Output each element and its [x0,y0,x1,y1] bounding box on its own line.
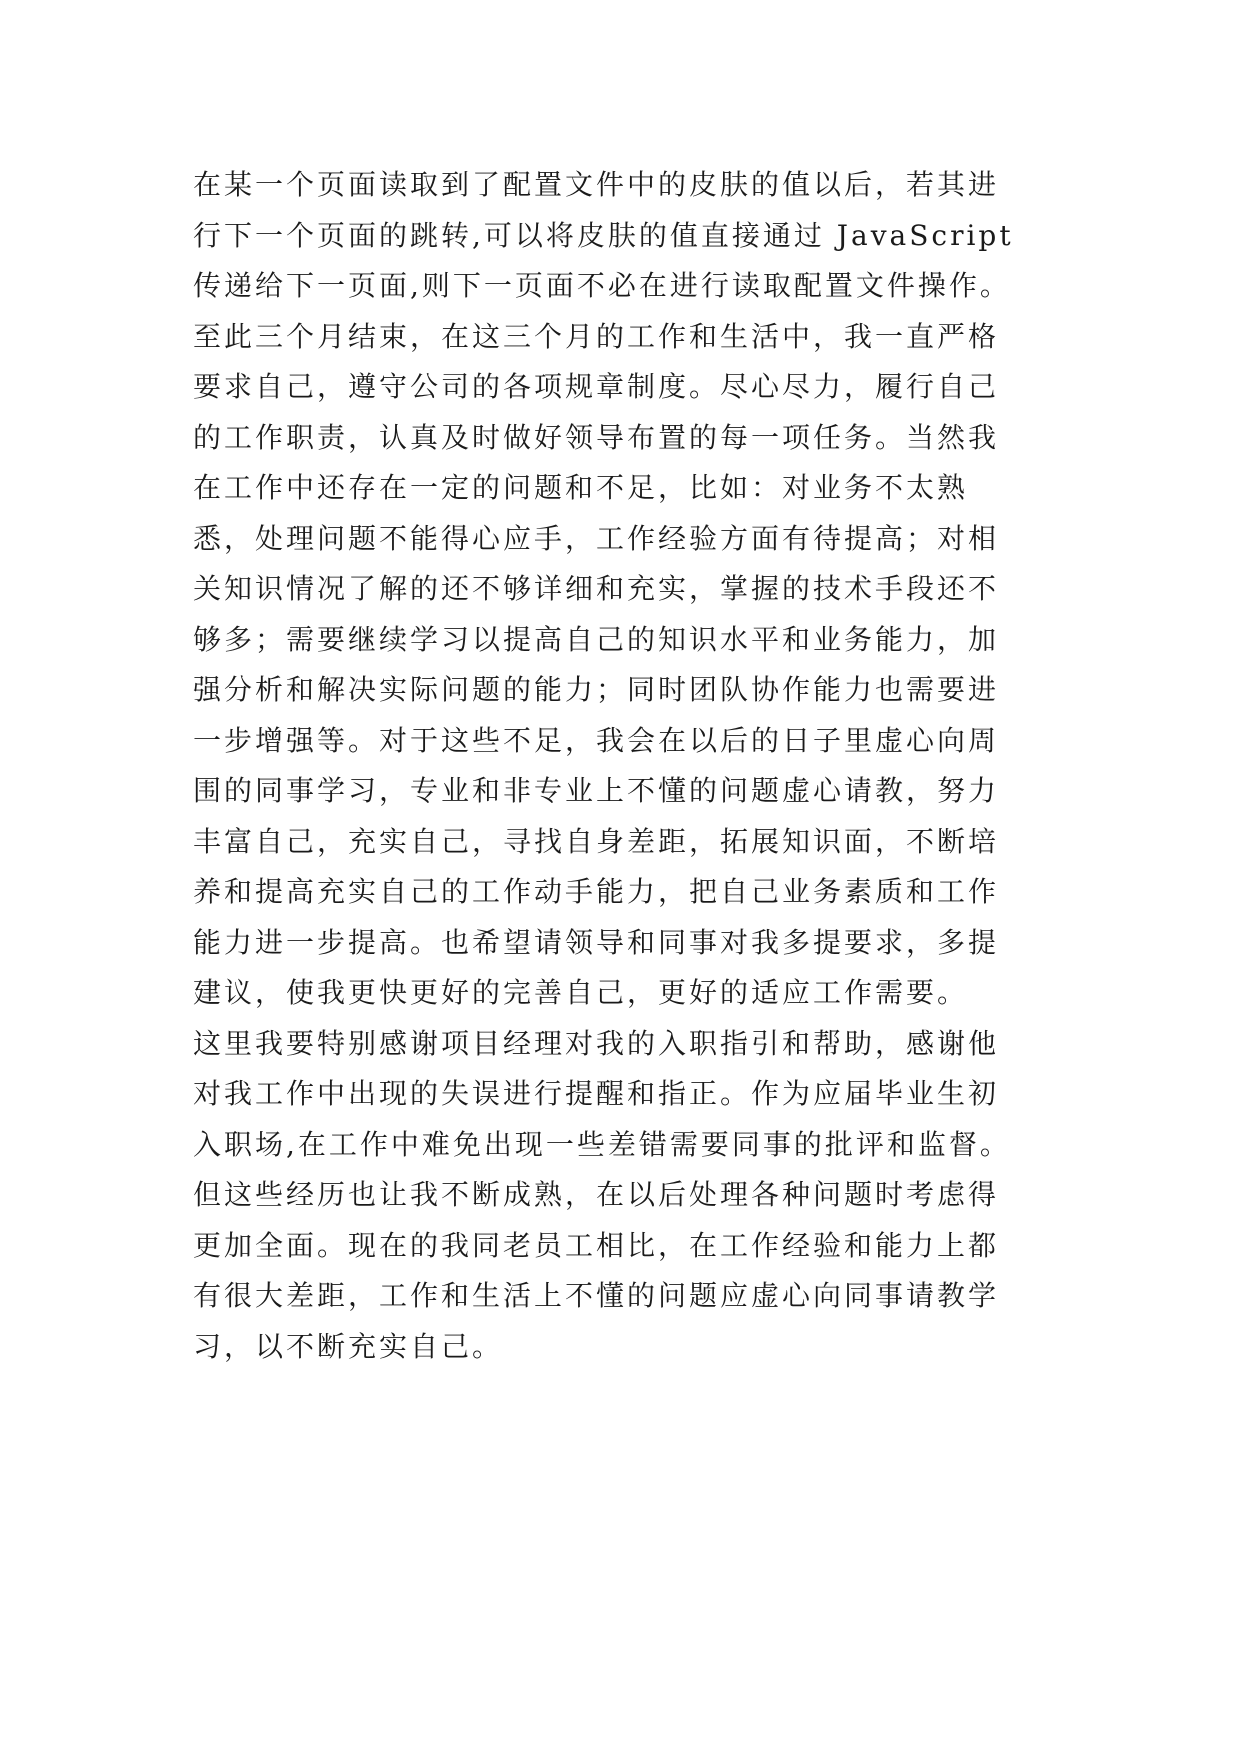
text-line: 丰富自己，充实自己，寻找自身差距，拓展知识面，不断培 [193,824,1000,858]
text-line: 在工作中还存在一定的问题和不足，比如：对业务不太熟 [193,471,969,504]
text-line: 这里我要特别感谢项目经理对我的入职指引和帮助，感谢他 [193,1026,1000,1060]
text-line: 能力进一步提高。也希望请领导和同事对我多提要求，多提 [193,925,1000,959]
text-line: 建议，使我更快更好的完善自己，更好的适应工作需要。 [193,976,969,1009]
text-line: 要求自己，遵守公司的各项规章制度。尽心尽力，履行自己 [193,370,1000,403]
text-line: 至此三个月结束，在这三个月的工作和生活中，我一直严格 [193,319,1000,353]
text-line: 更加全面。现在的我同老员工相比，在工作经验和能力上都 [193,1228,1000,1262]
text-line: 习，以不断充实自己。 [193,1329,504,1363]
text-line: 行下一个页面的跳转,可以将皮肤的值直接通过 JavaScript [193,218,1014,252]
text-line: 对我工作中出现的失误进行提醒和指正。作为应届毕业生初 [193,1077,1000,1110]
text-line: 传递给下一页面,则下一页面不必在进行读取配置文件操作。 [193,269,1011,302]
body-text [193,160,1093,1372]
text-line: 但这些经历也让我不断成熟，在以后处理各种问题时考虑得 [193,1178,1000,1211]
text-line: 一步增强等。对于这些不足，我会在以后的日子里虚心向周 [193,723,1000,757]
text-line: 关知识情况了解的还不够详细和充实，掌握的技术手段还不 [193,572,1000,605]
text-line: 在某一个页面读取到了配置文件中的皮肤的值以后，若其进 [193,168,1000,201]
text-line: 入职场,在工作中难免出现一些差错需要同事的批评和监督。 [193,1127,1011,1161]
text-line: 够多；需要继续学习以提高自己的知识水平和业务能力，加 [193,622,1000,656]
text-line: 悉，处理问题不能得心应手，工作经验方面有待提高；对相 [193,521,1000,555]
text-line: 有很大差距，工作和生活上不懂的问题应虚心向同事请教学 [193,1279,1000,1312]
text-line: 的工作职责，认真及时做好领导布置的每一项任务。当然我 [193,420,1000,454]
text-line: 强分析和解决实际问题的能力；同时团队协作能力也需要进 [193,673,1000,706]
text-line: 养和提高充实自己的工作动手能力，把自己业务素质和工作 [193,875,1000,908]
text-line: 围的同事学习，专业和非专业上不懂的问题虚心请教，努力 [193,774,1000,807]
